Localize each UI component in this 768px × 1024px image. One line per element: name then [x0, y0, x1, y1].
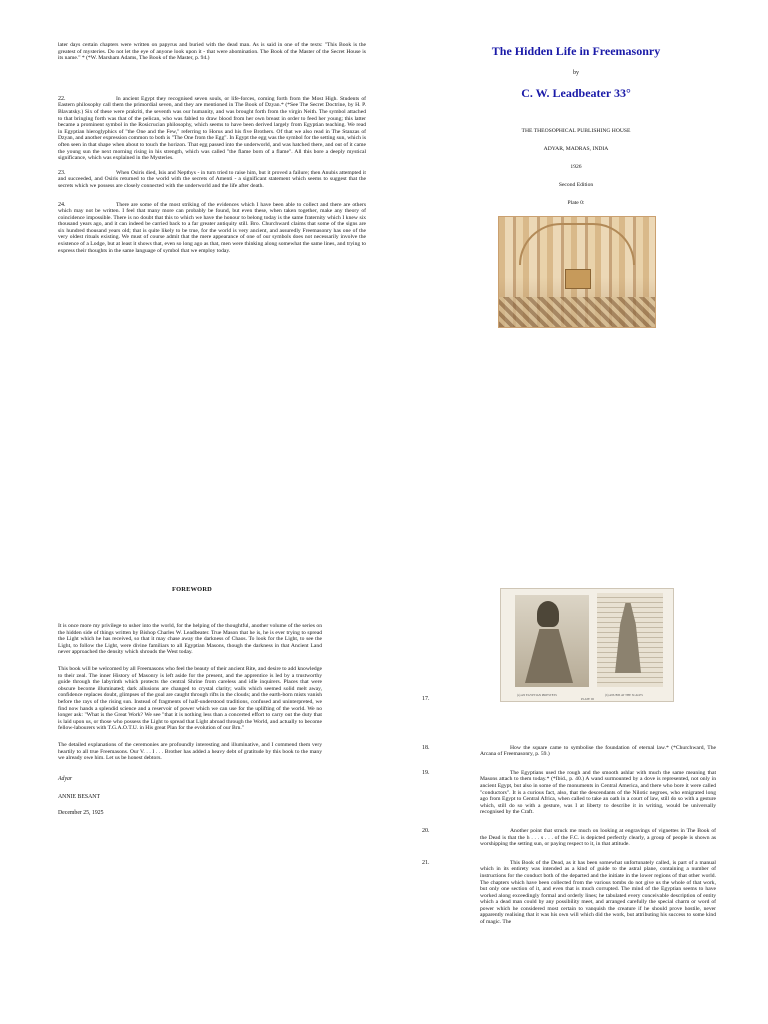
note-21 — [422, 860, 716, 926]
note-text — [480, 696, 716, 703]
note-18 — [422, 745, 716, 758]
note-text: In ancient Egypt they recognised seven souls, or life-forces, coming forth from the Most High. Students of Eastern philosophy call them the primordial seven, and they are mentioned in The Book of Dzyan.* (*See The Secret Doctrine, by H. P. Blavatsky.) Six of these were prakriti, the seventh was our humanity, and was brought forth from the virgin Neith. The symbol attached to that bringing forth was that of the pelican, who was fabled to draw blood from her own breast in order to feed her young; this latter became a prominent symbol in the Rosicrucian philosophy, which seems to have been derived largely from Egyptian teaching. We read in Egyptian hieroglyphics of "the One and the Few," referring to Horus and his five Brothers. Of that we also read in The Stanzas of Dzyan, and another expression common to both is "The One from the Egg". In Egypt the egg was the symbol for the setting sun, which is often seen in that shape when about to touch the horizon. That egg passed into the underworld, and was hatched there, and out of it came the young sun the next morning rising in his strength, which was called "the flame born of a flame". All this bore a deeply mystical significance, which was explained in the Mysteries. — [58, 95, 366, 162]
plate-caption: (b) ANUBIS AT THE SCALES — [605, 693, 643, 697]
note-text: When Osiris died, Isis and Nepthys - in turn tried to raise him, but it proved a failure; then Anubis attempted it and succeeded, and Osiris returned to the world with the secrets of Amenti - a significant statement which seems to suggest that the secrets which we possess are closely connected with the underworld and the life after death. — [58, 169, 366, 189]
page-top-left — [0, 0, 384, 512]
foreword-place: Adyar — [58, 775, 73, 782]
notes-list — [422, 696, 716, 938]
foreword-date: December 25, 1925 — [58, 809, 104, 816]
note-number: 24. — [58, 201, 66, 208]
anubis-figure — [597, 593, 663, 687]
plate-caption: (a) AN EGYPTIAN PRIESTESS — [517, 693, 557, 697]
note-text: How the square came to symbolise the foundation of eternal law.* (*Churchward, The Arcana of Freemasonry, p. 59.) — [480, 744, 716, 758]
note-number: 22. — [58, 95, 66, 102]
note-text: This Book of the Dead, as it has been somewhat unfortunately called, is part of a manual which in its entirety was intended as a kind of guide to the astral plane, containing a number of instructions for the conduct both of the departed and the initiate in the lower regions of that other world. The chapters which have been collected from the various tombs do not give us the whole of that work, but only one section of it, and even that is much corrupted. The mind of the Egyptian seems to have worked along exceedingly formal and orderly lines; he tabulated every conceivable description of entity which a dead man could by any possibility meet, and arranged carefully the special charm or word of power which he considered most certain to vanquish the creature if he should prove hostile, never apparently realising that it was his own will which did the work, but attributing his success to some kind of magic. The — [480, 859, 716, 926]
note-17 — [422, 696, 716, 703]
foreword-signature: ANNIE BESANT — [58, 793, 101, 800]
page-bottom-right — [384, 512, 768, 1024]
plate-label: Plate 0: — [567, 200, 585, 206]
edition: Second Edition — [558, 182, 594, 188]
temple-plate-image — [498, 216, 656, 328]
note-number: 21. — [422, 859, 430, 866]
page-top-right — [384, 0, 768, 512]
note-19 — [422, 770, 716, 816]
publisher: THE THEOSOPHICAL PUBLISHING HOUSE — [521, 128, 631, 134]
lead-paragraph: later days certain chapters were written on papyrus and buried with the dead man. As is said in one of the texts: "This Book is the greatest of mysteries. Do not let the eye of anyone look upon it - that were abomination. The Book of the Master of the Secret House is its name." * (*W. Marsham Adams, The Book of the Master, p. 94.) — [58, 42, 366, 62]
note-number: 18. — [422, 744, 430, 751]
note-number: 23. — [58, 169, 66, 176]
plate-caption: PLATE III — [581, 697, 594, 701]
note-number: 19. — [422, 769, 430, 776]
note-number: 17. — [422, 696, 430, 702]
note-22 — [58, 96, 366, 162]
book-title: The Hidden Life in Freemasonry — [491, 44, 661, 58]
foreword-paragraph: The detailed explanations of the ceremonies are profoundly interesting and illuminative, and I commend them very heartily to all true Freemasons. Our V. . . I . . . Brother has added a heavy debt of gratitude by this book to the many we already owe him. Let us be honest debtors. — [58, 741, 322, 762]
book-author: C. W. Leadbeater 33° — [521, 86, 631, 100]
note-text: The Egyptians used the rough and the smooth ashlar with much the same meaning that Masons attach to them today.* (*Ibid., p. 40.) A wand surmounted by a dove is represented, not only in ancient Egypt, but also in some of the monuments in Central America, and there who bore it were called "conductors". It is a curious fact, also, that the descendants of the Nilotic negroes, who emigrated long ago from Egypt to Central Africa, when called to take an oath in a court of law, still do so with a gesture which, still do so with a gesture, was I at liberty to describe it in writing, would be universally recognised by the Craft. — [480, 769, 716, 816]
page-bottom-left — [0, 512, 384, 1024]
by-line: by — [573, 70, 579, 76]
foreword-paragraph: This book will be welcomed by all Freemasons who feel the beauty of their ancient Rite, and desire to add knowledge to their zeal. The inner History of Masonry is left aside for the present, and the apprentice is led by a trustworthy guide through the labyrinth which protects the central Shrine from careless and idle inquirers. Places that were obscure become illuminated; dark allusions are changed to crystal clarity; walls which seemed solid melt away, confidence replaces doubt, glimpses of the goal are caught through rifts in the clouds; and the earth-born mists vanish before the rays of the rising sun. Instead of fragments of half-understood traditions, confused and uninterpreted, we find now hands a splendid science and a reservoir of power which we can use for the uplifting of the world. We no longer ask: "What is the Great Work? We see "that it is nothing less than a concerted effort to carry out the duty that is laid upon us, or those who possess the Light to spread that Light abroad through the World, and actually to become fellow-labourers with T.G.A.O.T.U. in His great Plan for the evolution of our Brn." — [58, 665, 322, 732]
publication-year: 1926 — [570, 164, 582, 170]
foreword-paragraph: It is once more my privilege to usher into the world, for the helping of the thoughtful, another volume of the series on the hidden side of things written by Bishop Charles W. Leadbeater. True Mason that he is, he is ever trying to spread the Light which he has received, so that it may chase away the darkness of Chaos. To look for the Light, to see the Light, to follow the Light, were divine familiars to all Egyptian Masons, though the darkness in that Ancient Land never approached the density which shrouds the West today. — [58, 623, 322, 656]
foreword-heading: FOREWORD — [172, 586, 212, 593]
note-number: 20. — [422, 827, 430, 834]
note-23 — [58, 170, 366, 190]
temple-altar — [565, 269, 591, 289]
note-24 — [58, 202, 366, 255]
temple-floor — [499, 297, 655, 327]
publisher-place: ADYAR, MADRAS, INDIA — [543, 146, 609, 152]
note-text: Another point that struck me much on looking at engravings of vignettes in The Book of the Dead is that the h . . . s . . . of the F.C. is depicted perfectly clearly, a group of people is shown as worshipping the setting sun, or paying respect to it, in that attitude. — [480, 827, 716, 848]
priestess-figure — [515, 595, 589, 687]
egyptian-figures-plate-image — [500, 588, 674, 702]
note-20 — [422, 828, 716, 848]
note-text: There are some of the most striking of the evidences which I have been able to collect and there are others which may not be written. I feel that many more can probably be found, but even these, when taken together, make any theory of coincidence impossible. There is no doubt that this to which we have the honour to belong today is the same fraternity which I knew six thousand years ago, and it can indeed be carried back to a far greater antiquity still. Bro. Churchward claims that some of the signs are six hundred thousand years old; that is quite likely to be true, for the world is very ancient, and assuredly Freemasonry has one of the very oldest rituals existing. We must of course admit that the mere appearance of one of our symbols does not necessarily involve the existence of a Lodge, but at least it shows that, even so long ago as that, men were thinking along somewhat the same lines, and trying to express their thoughts in the same language of symbol that we employ today. — [58, 201, 366, 254]
temple-arch — [519, 223, 635, 265]
